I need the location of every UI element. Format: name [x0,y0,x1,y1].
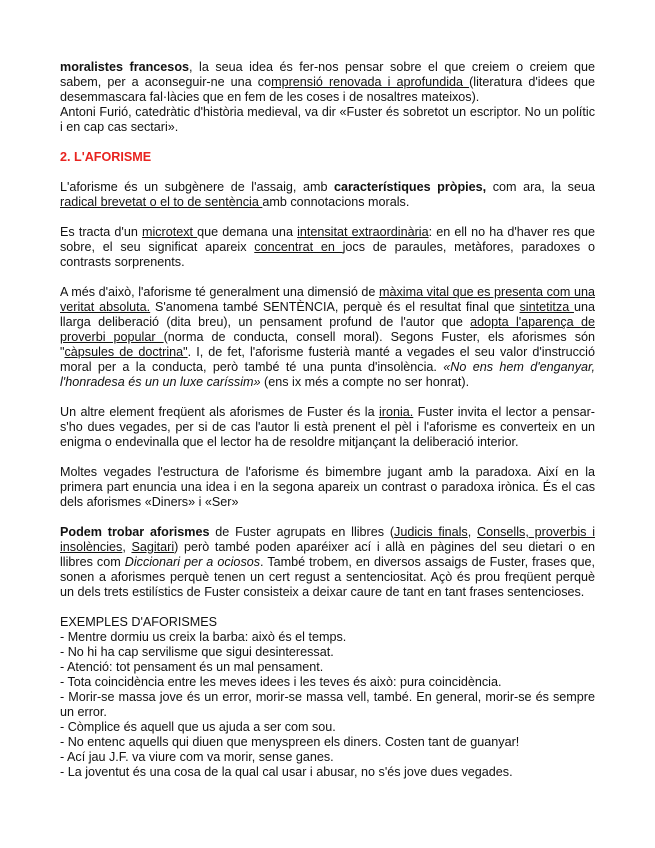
example-item: - Morir-se massa jove és un error, morir-se massa vell, també. En general, morir-se és sempre un error. [60,690,595,719]
book-title: Sagitari [131,540,175,554]
paragraph-microtext [60,225,595,270]
example-item: - Atenció: tot pensament és un mal pensament. [60,660,324,674]
underlined-text: càpsules de doctrina" [64,345,188,359]
example-item: - No hi ha cap servilisme que sigui desinteressat. [60,645,334,659]
text-run: . I, de fet, l'aforisme fusterià manté a vegades el seu valor d'instrucció moral per a la conducta, però també té una punta d'insolència. [60,345,595,374]
text-run: : en ell no ha d'haver res que sobre, el seu significat apareix [60,225,595,254]
text-run: com ara, la seua [486,180,595,194]
text-run: de Fuster agrupats en llibres ( [209,525,395,539]
text-run: una llarga deliberació (dita breu), un pensament profund de l'autor que [60,300,595,329]
paragraph-irony [60,405,595,450]
underlined-text: sintetitza [519,300,574,314]
example-item: - Còmplice és aquell que us ajuda a ser com sou. [60,720,336,734]
paragraph-moralists [60,60,595,105]
text-run: que demana una [197,225,298,239]
italic-quote: «No ens hem d'enganyar, l'honradesa és un un luxe caríssim» [60,360,595,389]
example-item: - Mentre dormiu us creix la barba: això és el temps. [60,630,347,644]
underlined-text: concentrat en [254,240,343,254]
bold-text: moralistes francesos [60,60,190,74]
underlined-text: mprensió renovada i aprofundida [271,75,470,89]
example-item: - No entenc aquells qui diuen que menyspreen els diners. Costen tant de guanyar! [60,735,520,749]
text-run: A més d'això, l'aforisme té generalment una dimensió de [60,285,379,299]
underlined-text: adopta l'aparença de proverbi popular [60,315,595,344]
underlined-text: microtext [141,225,198,239]
paragraph-structure: Moltes vegades l'estructura de l'aforisme és bimembre jugant amb la paradoxa. Així en la primera part enuncia una idea i en la segona apareix un contrast o paradoxa irònica. És el cas dels aforismes «Diners» i «Ser» [60,465,595,509]
paragraph-subgenre [60,180,595,210]
text-run: Un altre element freqüent als aforismes de Fuster és la [60,405,379,419]
examples-title: EXEMPLES D'AFORISMES [60,615,218,629]
paragraph-sentence [60,285,595,390]
text-run: S'anomena també SENTÈNCIA, perquè és el resultat final que [150,300,520,314]
underlined-text: ironia. [378,405,414,419]
paragraph-books [60,525,595,600]
section-title: 2. L'AFORISME [60,150,152,164]
text-run: (norma de conducta, consell moral). Segons Fuster, els aforismes són " [60,330,595,359]
book-title: Consells, proverbis i insolències [60,525,596,554]
bold-text: característiques pròpies, [334,180,487,194]
book-title: Diccionari per a ociosos [124,555,261,569]
example-item: - La joventut és una cosa de la qual cal usar i abusar, no s'és jove dues vegades. [60,765,513,779]
text-run: Es tracta d'un [60,225,142,239]
text-run: jocs de paraules, metàfores, paradoxes o contrasts sorprenents. [60,240,595,269]
examples-list [60,630,595,780]
text-run: , la seua idea és fer-nos pensar sobre el que creiem o creiem que sabem, per a aconseguir-ne una co [60,60,595,89]
text-run: L'aforisme és un subgènere de l'assaig, amb [60,180,335,194]
text-run: ) però també poden aparéixer ací i allà en pàgines del seu dietari o en llibres com [60,540,595,569]
text-run: , [122,540,132,554]
text-run: (literatura d'idees que desemmascara fal·làcies que en fem de les coses i de nosaltres mateixos). [60,75,595,104]
book-title: Judicis finals [394,525,468,539]
text-run: (ens ix més a compte no ser honrat). [260,375,470,389]
text-run: . També trobem, en diversos assaigs de Fuster, frases que, sonen a aforismes perquè tenen un cert regust a sentenciositat. Açò és prou freqüent perquè un dels trets estilístics de Fuster consisteix a deixar caure de tant en tant frases sentencioses. [60,555,595,599]
underlined-text: radical brevetat o el to de sentència [60,195,263,209]
paragraph-furio-quote: Antoni Furió, catedràtic d'història medieval, va dir «Fuster és sobretot un escriptor. No un polític i en cap cas sectari». [60,105,595,134]
text-run: amb connotacions morals. [262,195,410,209]
text-run: Fuster invita el lector a pensar-s'ho dues vegades, per si de cas l'autor li està prenent el pèl i l'aforisme es converteix en un enigma o endevinalla que el lector ha de resoldre mitjançant la deliberació interior. [60,405,595,449]
underlined-text: màxima vital que es presenta com una veritat absoluta. [60,285,595,314]
document-body [60,60,595,780]
bold-text: Podem trobar aforismes [60,525,210,539]
underlined-text: intensitat extraordinària [297,225,429,239]
example-item: - Ací jau J.F. va viure com va morir, sense ganes. [60,750,334,764]
example-item: - Tota coincidència entre les meves idees i les teves és això: pura coincidència. [60,675,502,689]
text-run: , [467,525,478,539]
